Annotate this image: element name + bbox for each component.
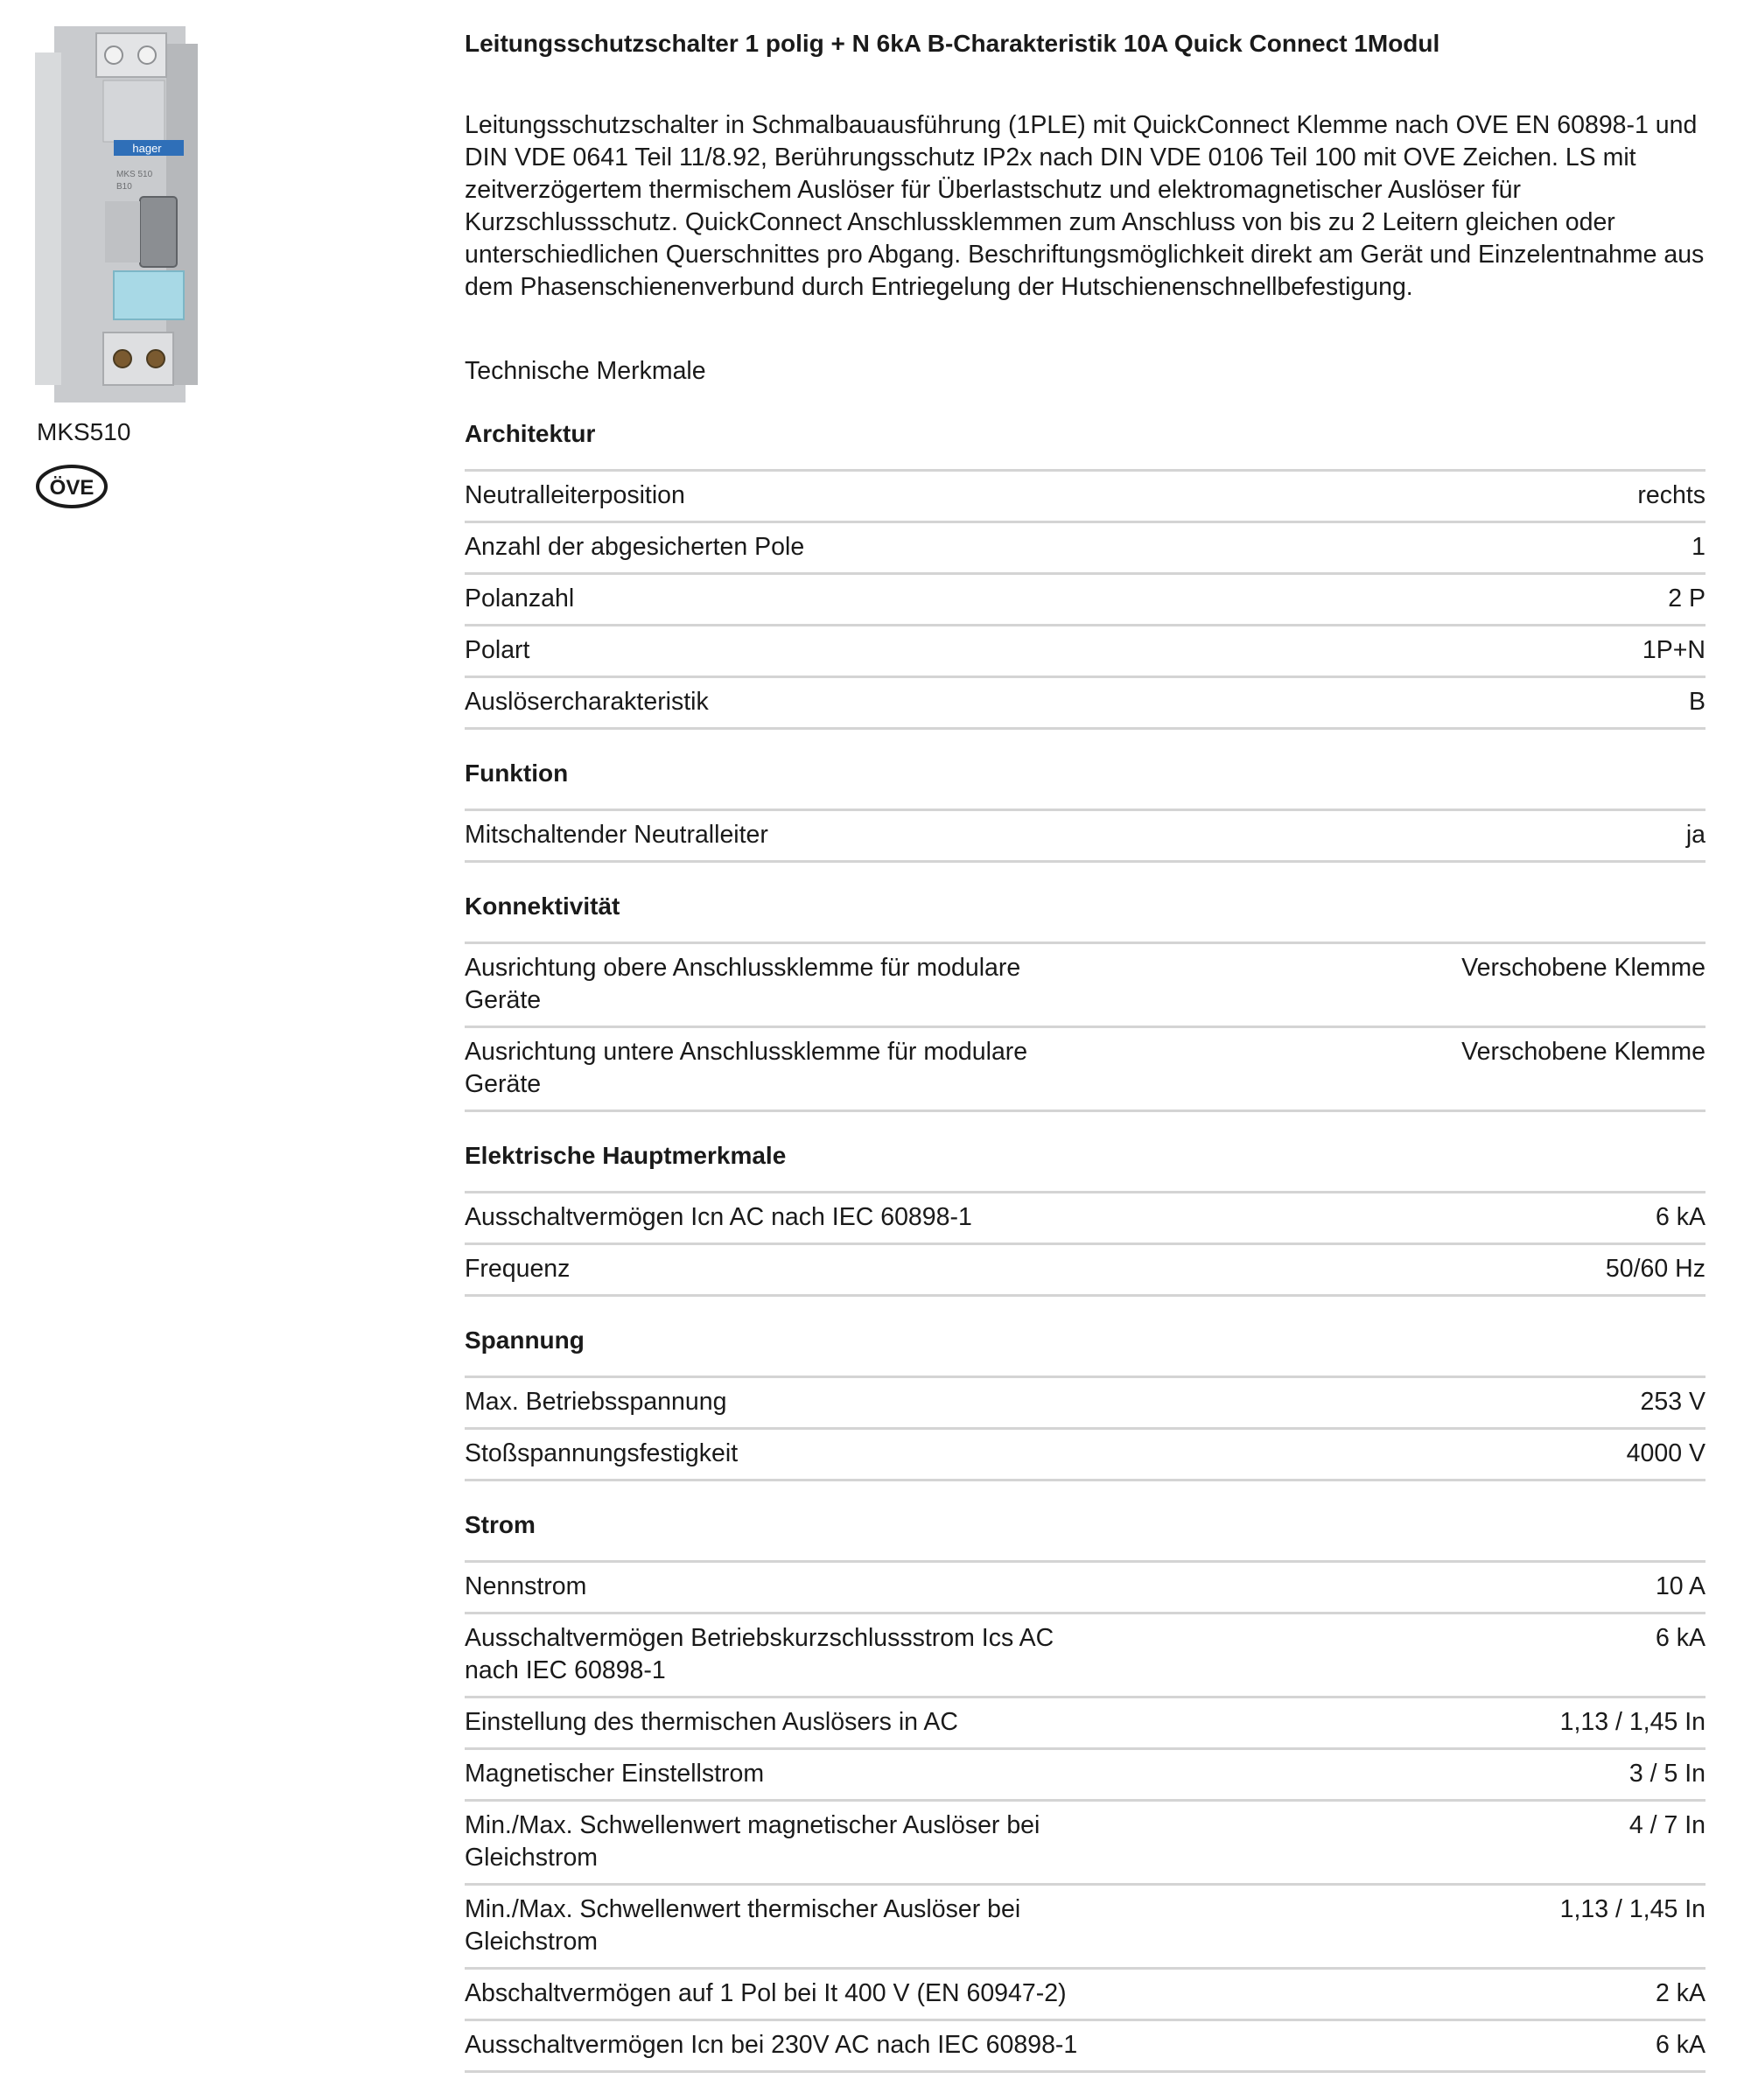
spec-row bbox=[465, 575, 1705, 626]
spec-sections bbox=[465, 416, 1705, 2073]
spec-value: 1,13 / 1,45 In bbox=[1559, 1708, 1705, 1736]
spec-value: rechts bbox=[1637, 481, 1705, 509]
spec-value: 2 P bbox=[1668, 584, 1705, 612]
spec-section bbox=[465, 416, 1705, 730]
spec-label: Ausschaltvermögen Icn AC nach IEC 60898-1 bbox=[465, 1203, 972, 1231]
spec-value: Verschobene Klemme bbox=[1461, 1038, 1705, 1066]
spec-row bbox=[465, 2021, 1705, 2073]
spec-row bbox=[465, 626, 1705, 678]
spec-label: Ausschaltvermögen Icn bei 230V AC nach IEC 60898-1 bbox=[465, 2031, 1078, 2059]
spec-row bbox=[465, 944, 1705, 1028]
spec-label: Min./Max. Schwellenwert magnetischer Auslöser bei Gleichstrom bbox=[465, 1811, 1040, 1872]
spec-row bbox=[465, 678, 1705, 730]
product-description: Leitungsschutzschalter in Schmalbauausführung (1PLE) mit QuickConnect Klemme nach OVE EN 60898-1 und DIN VDE 0641 Teil 11/8.92, Berührungsschutz IP2x nach DIN VDE 0106 Teil 100 mit OVE Zeichen. LS mit zeitverzögertem thermischem Auslöser für Überlastschutz und elektromagnetischer Auslöser für Kurzschlussschutz. QuickConnect Anschlussklemmen zum Anschluss von bis zu 2 Leitern gleichen oder unterschiedlichen Querschnittes pro Abgang. Beschriftungsmöglichkeit direkt am Gerät und Einzelentnahme aus dem Phasenschienenverbund durch Entriegelung der Hutschienenschnellbefestigung. bbox=[465, 111, 1705, 301]
spec-section bbox=[465, 1508, 1705, 2073]
device-rating: B10 bbox=[116, 182, 132, 192]
spec-label: Magnetischer Einstellstrom bbox=[465, 1760, 765, 1788]
spec-label: Polart bbox=[465, 636, 530, 664]
spec-row bbox=[465, 1028, 1705, 1112]
spec-row bbox=[465, 1563, 1705, 1614]
spec-value: 1,13 / 1,45 In bbox=[1559, 1895, 1705, 1923]
spec-row bbox=[465, 811, 1705, 863]
section-title: Funktion bbox=[465, 756, 1705, 811]
section-title: Spannung bbox=[465, 1323, 1705, 1378]
spec-label: Anzahl der abgesicherten Pole bbox=[465, 533, 805, 561]
spec-row bbox=[465, 1970, 1705, 2021]
spec-value: 10 A bbox=[1655, 1572, 1705, 1600]
spec-label: Auslösercharakteristik bbox=[465, 688, 709, 716]
spec-value: 3 / 5 In bbox=[1628, 1760, 1705, 1788]
spec-value: B bbox=[1688, 688, 1705, 716]
spec-label: Frequenz bbox=[465, 1255, 571, 1283]
section-title: Strom bbox=[465, 1508, 1705, 1563]
spec-label: Stoßspannungsfestigkeit bbox=[465, 1439, 739, 1467]
spec-value: 6 kA bbox=[1655, 2031, 1705, 2059]
spec-value: 2 kA bbox=[1655, 1979, 1705, 2007]
spec-label: Min./Max. Schwellenwert thermischer Auslöser bei Gleichstrom bbox=[465, 1895, 1021, 1956]
spec-value: 1 bbox=[1691, 533, 1705, 561]
section-title: Konnektivität bbox=[465, 889, 1705, 944]
section-title: Architektur bbox=[465, 416, 1705, 472]
spec-row bbox=[465, 1886, 1705, 1970]
spec-row bbox=[465, 1378, 1705, 1430]
spec-row bbox=[465, 1194, 1705, 1245]
spec-value: 6 kA bbox=[1655, 1624, 1705, 1652]
spec-section bbox=[465, 889, 1705, 1112]
spec-label: Ausschaltvermögen Betriebskurzschlussstrom Ics AC nach IEC 60898-1 bbox=[465, 1624, 1054, 1684]
spec-row bbox=[465, 1245, 1705, 1297]
spec-row bbox=[465, 1698, 1705, 1750]
spec-label: Nennstrom bbox=[465, 1572, 587, 1600]
spec-label: Ausrichtung obere Anschlussklemme für modulare Geräte bbox=[465, 954, 1021, 1014]
spec-section bbox=[465, 1323, 1705, 1481]
ove-logo-text: ÖVE bbox=[49, 476, 95, 500]
spec-value: Verschobene Klemme bbox=[1461, 954, 1705, 982]
spec-label: Mitschaltender Neutralleiter bbox=[465, 821, 768, 849]
spec-label: Ausrichtung untere Anschlussklemme für modulare Geräte bbox=[465, 1038, 1028, 1098]
spec-value: 6 kA bbox=[1655, 1203, 1705, 1231]
product-sidebar bbox=[35, 26, 210, 407]
spec-row bbox=[465, 1430, 1705, 1481]
product-code: MKS510 bbox=[37, 418, 131, 445]
spec-row bbox=[465, 1802, 1705, 1886]
device-brand: hager bbox=[132, 142, 162, 155]
spec-label: Einstellung des thermischen Auslösers in AC bbox=[465, 1708, 958, 1736]
spec-value: 4000 V bbox=[1626, 1439, 1705, 1467]
spec-value: 4 / 7 In bbox=[1628, 1811, 1705, 1839]
device-label: MKS 510 bbox=[116, 170, 153, 179]
spec-value: 1P+N bbox=[1642, 636, 1705, 664]
spec-value: 50/60 Hz bbox=[1605, 1255, 1705, 1283]
spec-label: Polanzahl bbox=[465, 584, 575, 612]
ove-logo bbox=[35, 464, 109, 509]
spec-value: 253 V bbox=[1640, 1388, 1705, 1416]
tech-heading: Technische Merkmale bbox=[465, 357, 706, 385]
spec-row bbox=[465, 472, 1705, 523]
spec-row bbox=[465, 523, 1705, 575]
spec-label: Abschaltvermögen auf 1 Pol bei It 400 V (EN 60947-2) bbox=[465, 1979, 1067, 2007]
circuit-breaker-image bbox=[35, 26, 201, 402]
spec-section bbox=[465, 1138, 1705, 1297]
page-title: Leitungsschutzschalter 1 polig + N 6kA B-Charakteristik 10A Quick Connect 1Modul bbox=[465, 30, 1440, 57]
section-title: Elektrische Hauptmerkmale bbox=[465, 1138, 1705, 1194]
spec-section bbox=[465, 756, 1705, 863]
spec-label: Max. Betriebsspannung bbox=[465, 1388, 727, 1416]
spec-value: ja bbox=[1685, 821, 1705, 849]
spec-row bbox=[465, 1750, 1705, 1802]
spec-row bbox=[465, 1614, 1705, 1698]
spec-label: Neutralleiterposition bbox=[465, 481, 685, 509]
product-details bbox=[465, 26, 1705, 2073]
